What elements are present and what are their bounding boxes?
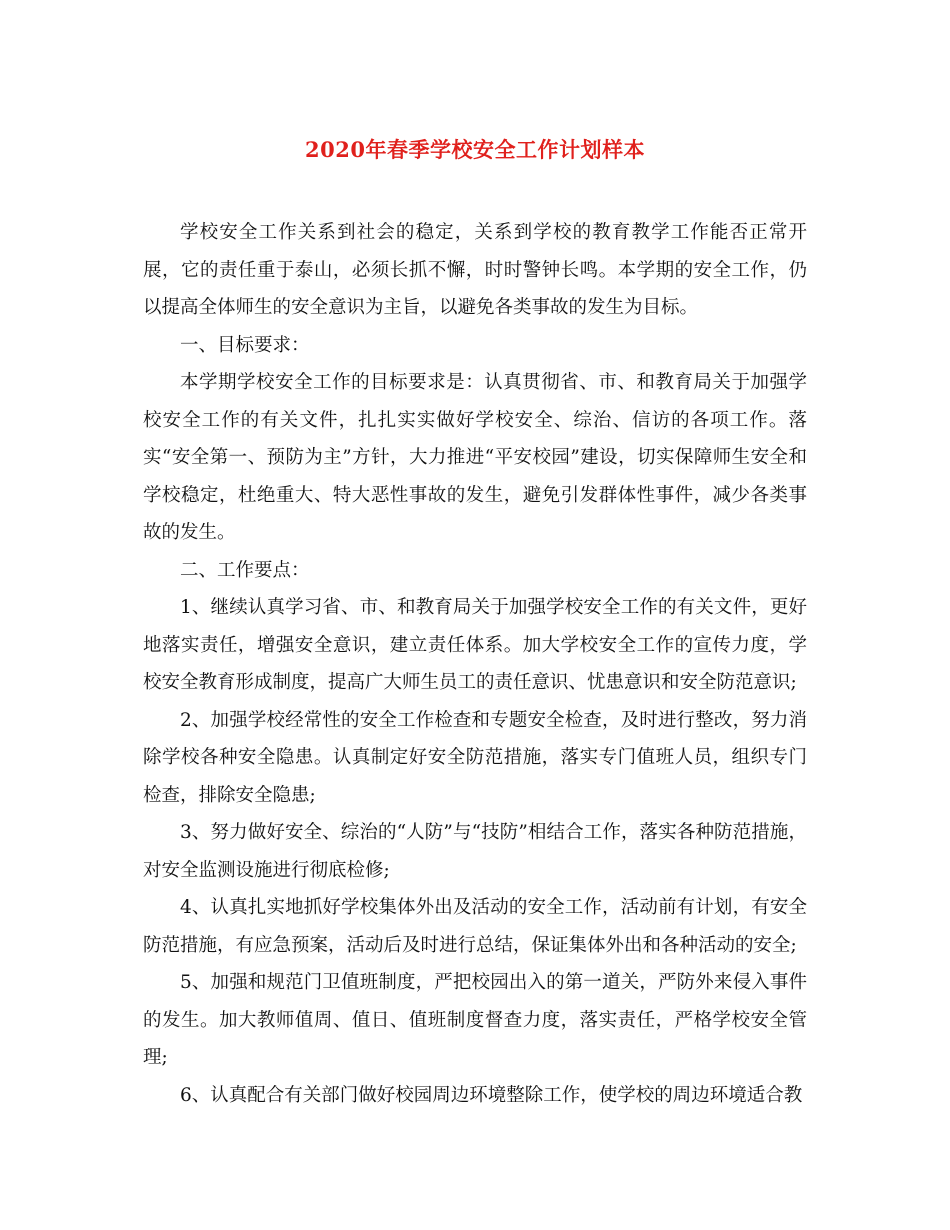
- goals-paragraph: 本学期学校安全工作的目标要求是：认真贯彻省、市、和教育局关于加强学校安全工作的有关文件，扎扎实实做好学校安全、综治、信访的各项工作。落实“安全第一、预防为主”方针，大力推进“平安校园”建设，切实保障师生安全和学校稳定，杜绝重大、特大恶性事故的发生，避免引发群体性事件，减少各类事故的发生。: [143, 372, 807, 543]
- key-point-1: 1、继续认真学习省、市、和教育局关于加强学校安全工作的有关文件，更好地落实责任，增强安全意识，建立责任体系。加大学校安全工作的宣传力度，学校安全教育形成制度，提高广大师生员工的责任意识、忧患意识和安全防范意识;: [143, 597, 807, 693]
- key-point-5: 5、加强和规范门卫值班制度，严把校园出入的第一道关，严防外来侵入事件的发生。加大教师值周、值日、值班制度督查力度，落实责任，严格学校安全管理;: [143, 972, 807, 1068]
- section-heading-goals: 一、目标要求：: [180, 334, 310, 356]
- section-heading-key-points: 二、工作要点：: [180, 559, 310, 581]
- key-point-3: 3、努力做好安全、综治的“人防”与“技防”相结合工作，落实各种防范措施，对安全监测设施进行彻底检修;: [143, 822, 807, 881]
- intro-paragraph: 学校安全工作关系到社会的稳定，关系到学校的教育教学工作能否正常开展，它的责任重于泰山，必须长抓不懈，时时警钟长鸣。本学期的安全工作，仍以提高全体师生的安全意识为主旨，以避免各类事故的发生为目标。: [143, 222, 807, 318]
- key-point-4: 4、认真扎实地抓好学校集体外出及活动的安全工作，活动前有计划，有安全防范措施，有应急预案，活动后及时进行总结，保证集体外出和各种活动的安全;: [143, 897, 807, 956]
- document-body: [143, 214, 807, 1114]
- document-title: 2020年春季学校安全工作计划样本: [305, 137, 645, 162]
- key-point-6: 6、认真配合有关部门做好校园周边环境整除工作，使学校的周边环境适合教: [180, 1084, 803, 1106]
- key-point-2: 2、加强学校经常性的安全工作检查和专题安全检查，及时进行整改，努力消除学校各种安全隐患。认真制定好安全防范措施，落实专门值班人员，组织专门检查，排除安全隐患;: [143, 709, 807, 806]
